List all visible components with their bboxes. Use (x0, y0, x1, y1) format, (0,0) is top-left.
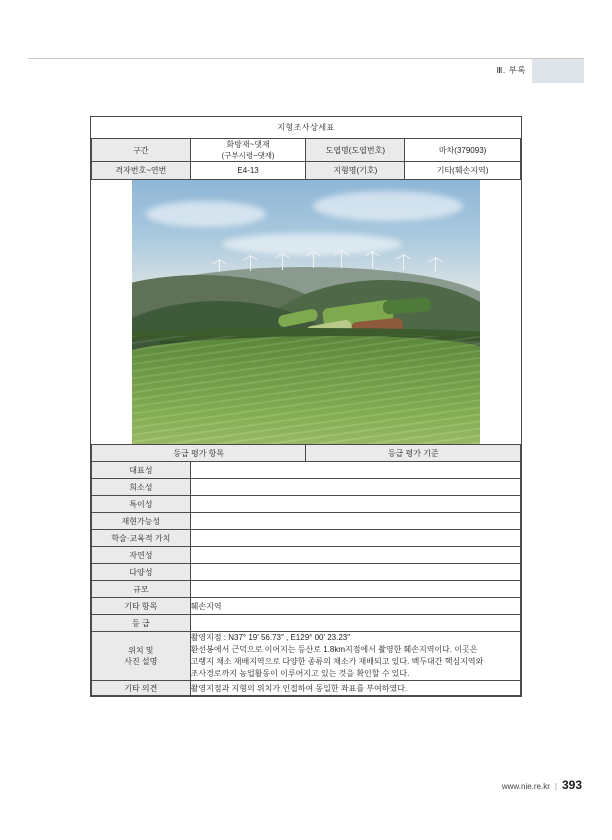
table-row (92, 139, 521, 162)
description-line-4: 조사경로까지 농업활동이 이루어지고 있는 것을 확인할 수 있다. (190, 669, 410, 678)
eval-header-item: 등급 평가 항목 (92, 445, 306, 462)
wind-turbine-icon (282, 253, 283, 270)
description-value (190, 632, 520, 681)
row-value-mapname: 마차(379093) (405, 139, 521, 162)
table-row (92, 615, 521, 632)
description-line-3: 고랭지 채소 재배지역으로 다양한 종류의 채소가 재배되고 있다. 백두대간 핵심지역와 (190, 657, 484, 666)
photo-cell (92, 180, 521, 445)
eval-value-academic-value (190, 530, 520, 547)
table-row (92, 462, 521, 479)
row-label-mapname: 도엽명(도엽번호) (306, 139, 405, 162)
wind-turbine-icon (250, 255, 251, 271)
eval-label-grade: 등 급 (92, 615, 191, 632)
survey-table (91, 117, 521, 696)
wind-turbine-icon (435, 257, 436, 272)
eval-value-representativeness (190, 462, 520, 479)
header-section-label: Ⅲ. 부록 (496, 65, 526, 75)
eval-label-other-item: 기타 항목 (92, 598, 191, 615)
eval-value-grade (190, 615, 520, 632)
header-tab-block (532, 59, 584, 83)
row-label-landformname: 지형명(기호) (306, 162, 405, 180)
eval-label-scale: 규모 (92, 581, 191, 598)
section-range: 화방재~댓재 (226, 140, 270, 149)
eval-value-other-item: 훼손지역 (190, 598, 520, 615)
description-label-line1: 위치 및 (128, 646, 154, 655)
eval-value-naturalness (190, 547, 520, 564)
footer-separator: | (554, 782, 557, 791)
table-row (92, 162, 521, 180)
table-row (92, 598, 521, 615)
row-value-gridno: E4-13 (190, 162, 306, 180)
wind-turbine-icon (219, 259, 220, 272)
wind-turbine-icon (341, 250, 342, 268)
sheet-title: 지형조사상세표 (92, 117, 521, 139)
row-value-section (190, 139, 306, 162)
wind-turbine-icon (403, 254, 404, 270)
table-row (92, 564, 521, 581)
eval-value-scale (190, 581, 520, 598)
eval-label-rarity: 희소성 (92, 479, 191, 496)
photo-field-patch (382, 297, 431, 314)
table-row (92, 496, 521, 513)
table-row (92, 479, 521, 496)
description-line-2: 환선봉에서 근덕으로 이어지는 등산로 1.8km지점에서 촬영한 훼손지역이다. 이곳은 (190, 645, 478, 654)
description-line-1: 촬영지점 : N37° 19′ 56.73″ , E129° 00′ 23.23″ (190, 633, 351, 642)
eval-value-uniqueness (190, 496, 520, 513)
eval-value-diversity (190, 564, 520, 581)
table-row (92, 632, 521, 681)
row-label-gridno: 격자번호~연번 (92, 162, 191, 180)
photo-foreground-field (132, 336, 480, 444)
row-label-section: 구간 (92, 139, 191, 162)
footer-site: www.nie.re.kr (501, 782, 550, 791)
photo-cloud (313, 191, 463, 221)
row-value-landformname: 기타(훼손지역) (405, 162, 521, 180)
header-rule (28, 58, 584, 59)
survey-sheet (90, 116, 522, 697)
table-row (92, 117, 521, 139)
table-row (92, 581, 521, 598)
section-range-sub: (구부시령~댓재) (221, 151, 275, 160)
page-footer (502, 778, 582, 792)
survey-photo (132, 180, 480, 444)
table-row (92, 681, 521, 696)
description-label (92, 632, 191, 681)
table-row (92, 547, 521, 564)
eval-label-academic-value: 학술·교육적 가치 (92, 530, 191, 547)
eval-label-reproducibility: 재현가능성 (92, 513, 191, 530)
opinion-value: 촬영지점과 지형의 위치가 인접하여 동일한 좌표를 부여하였다. (190, 681, 520, 696)
eval-value-reproducibility (190, 513, 520, 530)
eval-label-uniqueness: 특이성 (92, 496, 191, 513)
eval-label-representativeness: 대표성 (92, 462, 191, 479)
eval-label-diversity: 다양성 (92, 564, 191, 581)
photo-cloud (146, 201, 266, 227)
eval-header-criteria: 등급 평가 기준 (306, 445, 521, 462)
page-number: 393 (561, 778, 582, 792)
table-row (92, 445, 521, 462)
table-row (92, 530, 521, 547)
opinion-label: 기타 의견 (92, 681, 191, 696)
page-header (0, 58, 612, 86)
eval-label-naturalness: 자연성 (92, 547, 191, 564)
eval-value-rarity (190, 479, 520, 496)
wind-turbine-icon (372, 251, 373, 268)
table-row (92, 180, 521, 445)
photo-crop-rows (132, 336, 480, 444)
wind-turbine-icon (313, 251, 314, 268)
table-row (92, 513, 521, 530)
description-label-line2: 사진 설명 (124, 657, 158, 666)
